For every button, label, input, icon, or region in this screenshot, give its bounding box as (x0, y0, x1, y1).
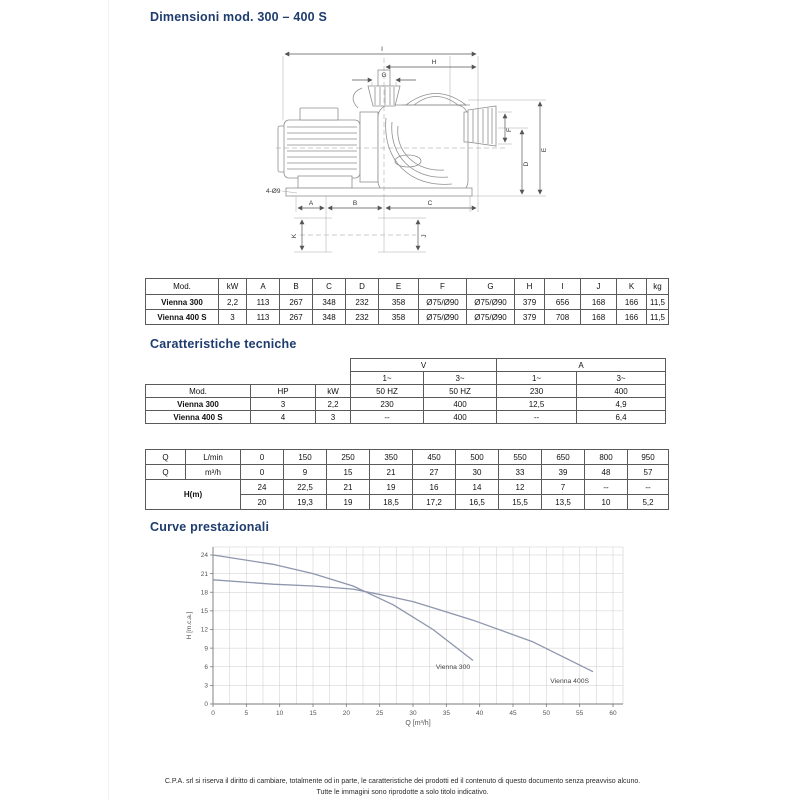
flow-row-lmin (146, 450, 669, 465)
dim-h-kw: kW (219, 279, 247, 295)
chart-x-tick-label: 60 (609, 710, 617, 717)
tech-group-header-row (146, 359, 666, 372)
dim-label-A: A (308, 200, 314, 207)
flow-row-h1 (146, 480, 669, 495)
cell: 16 (413, 480, 456, 495)
tech-h-hp: HP (251, 385, 316, 398)
cell: Ø75/Ø90 (467, 310, 515, 325)
cell: Ø75/Ø90 (419, 310, 467, 325)
tech-h-a1: 1~ (497, 372, 577, 385)
chart-x-tick-label: 35 (442, 710, 450, 717)
flow-table (145, 449, 669, 510)
tech-h-volt: V (351, 359, 497, 372)
cell: 348 (313, 295, 346, 310)
tech-section-title: Caratteristiche tecniche (150, 337, 297, 351)
performance-chart (183, 538, 638, 738)
cell: 113 (247, 310, 280, 325)
cell: 168 (581, 310, 617, 325)
cell: 11,5 (647, 295, 669, 310)
chart-y-tick-label: 15 (200, 608, 208, 616)
dim-table-row-vienna300 (146, 295, 669, 310)
cell: 500 (456, 450, 499, 465)
cell: 33 (499, 465, 542, 480)
cell: 4,9 (577, 398, 666, 411)
cell: 166 (617, 295, 647, 310)
cell: -- (351, 411, 424, 424)
cell: 267 (280, 295, 313, 310)
cell: 20 (241, 495, 284, 510)
flow-row-m3h (146, 465, 669, 480)
tech-h-amp: A (497, 359, 666, 372)
cell: 19,3 (284, 495, 327, 510)
cell: Vienna 300 (146, 295, 219, 310)
dim-h-f: F (419, 279, 467, 295)
chart-curve-1 (213, 580, 593, 672)
flow-unit-m3h: m³/h (186, 465, 241, 480)
tech-h-a3: 3~ (577, 372, 666, 385)
cell: -- (585, 480, 628, 495)
cell: 400 (424, 398, 497, 411)
chart-x-tick-label: 55 (576, 710, 584, 717)
chart-y-tick-label: 24 (200, 552, 208, 560)
cell: 13,5 (542, 495, 585, 510)
cell: 708 (545, 310, 581, 325)
chart-y-tick-label: 9 (204, 645, 208, 653)
dim-h-k: K (617, 279, 647, 295)
chart-x-tick-label: 40 (476, 710, 484, 717)
cell: 250 (327, 450, 370, 465)
cell: 379 (515, 310, 545, 325)
dim-label-B: B (352, 200, 358, 207)
cell: 3 (316, 411, 351, 424)
cell: 950 (628, 450, 669, 465)
cell: 650 (542, 450, 585, 465)
cell: 800 (585, 450, 628, 465)
chart-x-tick-label: 15 (309, 710, 317, 717)
chart-series-label-0: Vienna 300 (435, 664, 471, 672)
tech-h-v1: 1~ (351, 372, 424, 385)
footer-line-2: Tutte le immagini sono riprodotte a solo titolo indicativo. (316, 789, 489, 797)
cell: 21 (327, 480, 370, 495)
cell: 12 (499, 480, 542, 495)
chart-x-tick-label: 45 (509, 710, 517, 717)
cell: 550 (499, 450, 542, 465)
cell: 15,5 (499, 495, 542, 510)
dim-h-j: J (581, 279, 617, 295)
chart-x-tick-label: 0 (211, 710, 215, 717)
cell: 232 (346, 310, 379, 325)
cell: 150 (284, 450, 327, 465)
cell: 48 (585, 465, 628, 480)
page-title: Dimensioni mod. 300 – 400 S (150, 10, 327, 24)
dim-table-row-vienna400s (146, 310, 669, 325)
cell: 267 (280, 310, 313, 325)
flow-q-label: Q (146, 450, 186, 465)
chart-x-tick-label: 50 (542, 710, 550, 717)
dim-table-header-row (146, 279, 669, 295)
tech-h-400: 400 (577, 385, 666, 398)
cell: 168 (581, 295, 617, 310)
cell: 21 (370, 465, 413, 480)
dim-h-mod: Mod. (146, 279, 219, 295)
chart-y-axis-label: H [m.c.a.] (186, 611, 193, 640)
cell: 5,2 (628, 495, 669, 510)
tech-h-v3: 3~ (424, 372, 497, 385)
chart-y-tick-label: 3 (204, 682, 208, 690)
cell: 450 (413, 450, 456, 465)
cell: 113 (247, 295, 280, 310)
cell: 4 (251, 411, 316, 424)
cell: 9 (284, 465, 327, 480)
chart-x-tick-label: 30 (409, 710, 417, 717)
cell: Vienna 400 S (146, 411, 251, 424)
dim-label-C: C (427, 200, 433, 207)
performance-chart-svg (183, 538, 638, 733)
cell: 230 (351, 398, 424, 411)
cell: 19 (327, 495, 370, 510)
dim-h-kg: kg (647, 279, 669, 295)
cell: 10 (585, 495, 628, 510)
chart-y-tick-label: 6 (204, 663, 208, 671)
tech-h-50hz-3: 50 HZ (424, 385, 497, 398)
chart-x-axis-label: Q [m³/h] (405, 720, 431, 727)
chart-y-tick-label: 12 (200, 626, 208, 634)
curves-section-title: Curve prestazionali (150, 520, 270, 534)
tech-row-vienna400s (146, 411, 666, 424)
cell: 2,2 (316, 398, 351, 411)
cell: 2,2 (219, 295, 247, 310)
cell: 12,5 (497, 398, 577, 411)
tech-h-kw: kW (316, 385, 351, 398)
cell: 166 (617, 310, 647, 325)
cell: 57 (628, 465, 669, 480)
tech-col-header-row (146, 385, 666, 398)
dim-label-I: I (381, 46, 383, 53)
dim-label-G: G (381, 72, 387, 79)
dim-label-F: F (506, 128, 513, 132)
pump-drawing-svg (258, 46, 568, 262)
chart-x-tick-label: 20 (342, 710, 350, 717)
cell: 0 (241, 450, 284, 465)
dim-label-E: E (541, 147, 548, 153)
cell: 30 (456, 465, 499, 480)
cell: 14 (456, 480, 499, 495)
cell: Ø75/Ø90 (419, 295, 467, 310)
dim-label-H: H (431, 59, 437, 66)
cell: 39 (542, 465, 585, 480)
tech-table (145, 358, 666, 424)
dim-h-h: H (515, 279, 545, 295)
chart-x-tick-label: 25 (376, 710, 384, 717)
cell: 3 (219, 310, 247, 325)
cell: 350 (370, 450, 413, 465)
flow-q-label: Q (146, 465, 186, 480)
dim-label-K: K (291, 233, 298, 239)
cell: 400 (424, 411, 497, 424)
tech-h-mod: Mod. (146, 385, 251, 398)
cell: Vienna 300 (146, 398, 251, 411)
cell: 656 (545, 295, 581, 310)
cell: Ø75/Ø90 (467, 295, 515, 310)
cell: 358 (379, 310, 419, 325)
dim-label-J: J (421, 234, 428, 238)
footer (130, 776, 675, 798)
pump-drawing (258, 46, 568, 267)
dim-h-g: G (467, 279, 515, 295)
footer-line-1: C.P.A. srl si riserva il diritto di cambiare, totalmente od in parte, le caratteristiche dei prodotti ed il contenuto di questo documento senza preavviso alcuno. (164, 778, 641, 785)
cell: 16,5 (456, 495, 499, 510)
cell: 11,5 (647, 310, 669, 325)
chart-series-label-1: Vienna 400S (550, 677, 590, 685)
dim-h-a: A (247, 279, 280, 295)
flow-unit-lmin: L/min (186, 450, 241, 465)
cell: 6,4 (577, 411, 666, 424)
chart-x-tick-label: 10 (276, 710, 284, 717)
cell: 358 (379, 295, 419, 310)
tech-blank-corner (146, 359, 351, 385)
cell: 0 (241, 465, 284, 480)
dim-label-holes: 4-Ø9 (266, 188, 281, 195)
cell: 379 (515, 295, 545, 310)
cell: -- (497, 411, 577, 424)
scan-page-edge (108, 0, 109, 800)
cell: 22,5 (284, 480, 327, 495)
chart-y-tick-label: 18 (200, 589, 208, 597)
cell: -- (628, 480, 669, 495)
cell: 7 (542, 480, 585, 495)
dim-h-c: C (313, 279, 346, 295)
cell: 19 (370, 480, 413, 495)
cell: 15 (327, 465, 370, 480)
chart-x-tick-label: 5 (244, 710, 249, 717)
chart-y-tick-label: 0 (204, 701, 208, 709)
tech-row-vienna300 (146, 398, 666, 411)
tech-h-230: 230 (497, 385, 577, 398)
dim-h-b: B (280, 279, 313, 295)
cell: 24 (241, 480, 284, 495)
pump-body (278, 70, 496, 196)
tech-h-50hz-1: 50 HZ (351, 385, 424, 398)
dim-h-e: E (379, 279, 419, 295)
cell: 232 (346, 295, 379, 310)
dim-table (145, 278, 669, 325)
cell: 27 (413, 465, 456, 480)
dim-h-d: D (346, 279, 379, 295)
chart-y-tick-label: 21 (200, 570, 208, 578)
cell: Vienna 400 S (146, 310, 219, 325)
flow-h-label: H(m) (146, 480, 241, 510)
dim-label-D: D (523, 161, 530, 167)
cell: 348 (313, 310, 346, 325)
dim-h-i: I (545, 279, 581, 295)
cell: 3 (251, 398, 316, 411)
cell: 17,2 (413, 495, 456, 510)
cell: 18,5 (370, 495, 413, 510)
